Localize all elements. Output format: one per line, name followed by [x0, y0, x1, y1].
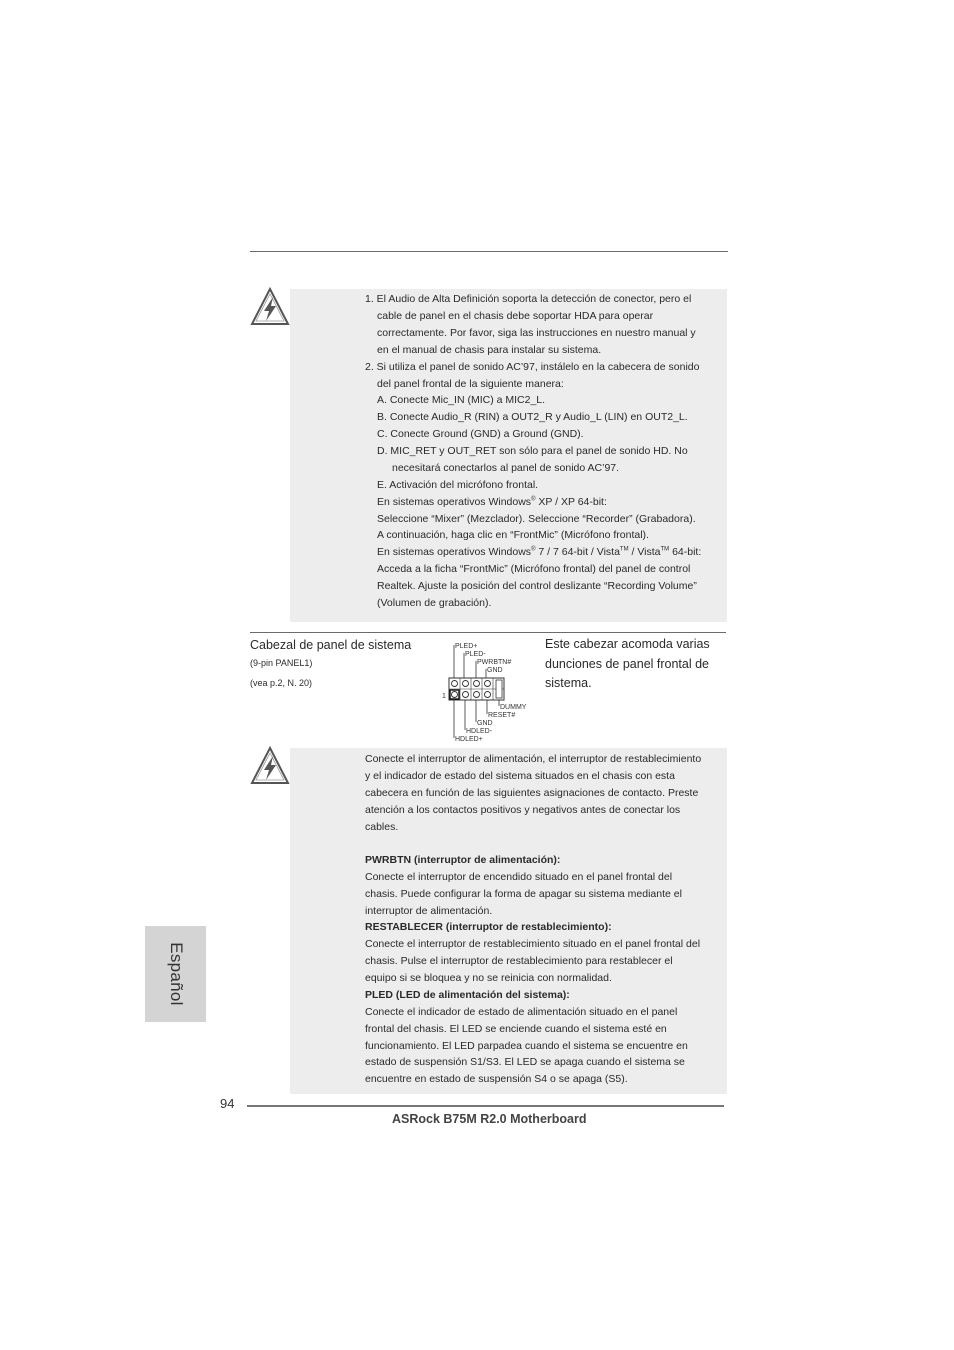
pin-label-pled-minus: PLED-	[465, 651, 486, 658]
tm-mark: TM	[619, 546, 629, 553]
note2-line: chasis. Puede configurar la forma de apagar su sistema mediante el	[365, 888, 682, 900]
note1-line: A. Conecte Mic_IN (MIC) a MIC2_L.	[377, 394, 546, 406]
note2-line: Conecte el indicador de estado de alimentación situado en el panel	[365, 1006, 678, 1018]
note2-line: Conecte el interruptor de alimentación, el interruptor de restablecimiento	[365, 753, 702, 765]
note1-xp-line	[377, 494, 607, 511]
note2-line: frontal del chasis. El LED se enciende cuando el sistema esté en	[365, 1023, 667, 1035]
pin-label-dummy: DUMMY	[500, 704, 527, 711]
w7-mid2: / Vista	[628, 546, 661, 558]
panel-header-diagram	[442, 640, 532, 744]
note2-line: encuentre en estado de suspensión S4 o se apaga (S5).	[365, 1073, 628, 1085]
tm-mark: TM	[660, 546, 670, 553]
note1-line: correctamente. Por favor, siga las instrucciones en nuestro manual y	[377, 327, 696, 339]
description-line: sistema.	[545, 676, 592, 690]
reg-mark: ®	[531, 496, 536, 503]
note2-line: estado de suspensión S1/S3. El LED se apaga cuando el sistema se	[365, 1056, 685, 1068]
note1-line: Acceda a la ficha “FrontMic” (Micrófono frontal) del panel de control	[377, 563, 691, 575]
note2-line: Conecte el interruptor de encendido situado en el panel frontal del	[365, 871, 673, 883]
pin-label-hdled-plus: HDLED+	[455, 736, 483, 743]
note2-line: cabecera en función de las siguientes asignaciones de contacto. Preste	[365, 787, 699, 799]
note2-line: funcionamiento. El LED parpadea cuando el sistema se encuentre en	[365, 1040, 688, 1052]
section-title: Cabezal de panel de sistema	[250, 638, 412, 652]
pin-label-pled-plus: PLED+	[455, 643, 478, 650]
note1-line: E. Activación del micrófono frontal.	[377, 479, 539, 491]
note1-line: en el manual de chasis para instalar su sistema.	[377, 344, 602, 356]
pwrbtn-heading: PWRBTN (interruptor de alimentación):	[365, 854, 561, 866]
language-tab-label: Español	[166, 942, 186, 1006]
note1-w7-line	[377, 544, 701, 561]
reset-heading: RESTABLECER (interruptor de restablecimiento):	[365, 921, 612, 933]
section-subtitle: (9-pin PANEL1)	[250, 658, 313, 668]
note1-line: cable de panel en el chasis debe soportar HDA para operar	[377, 310, 654, 322]
note2-line: cables.	[365, 821, 399, 833]
w7-mid1: 7 / 7 64-bit / Vista	[535, 546, 620, 558]
reg-mark: ®	[531, 546, 536, 553]
note1-line: 2. Si utiliza el panel de sonido AC’97, instálelo en la cabecera de sonido	[365, 361, 700, 373]
footer-divider	[247, 1105, 724, 1107]
note2-line: chasis. Pulse el interruptor de restablecimiento para restablecer el	[365, 955, 673, 967]
xp-prefix: En sistemas operativos Windows	[377, 496, 532, 508]
pin-label-gnd-bottom: GND	[477, 720, 493, 727]
note1-line: D. MIC_RET y OUT_RET son sólo para el panel de sonido HD. No	[377, 445, 688, 457]
footer-title: ASRock B75M R2.0 Motherboard	[392, 1112, 587, 1126]
pin-label-gnd-top: GND	[487, 667, 503, 674]
note2-line: equipo si se bloquea y no se reinicia con normalidad.	[365, 972, 612, 984]
note2-line: atención a los contactos positivos y negativos antes de conectar los	[365, 804, 681, 816]
note1-line: B. Conecte Audio_R (RIN) a OUT2_R y Audio_L (LIN) en OUT2_L.	[377, 411, 688, 423]
pin-label-pwrbtn: PWRBTN#	[477, 659, 512, 666]
note2-line: interruptor de alimentación.	[365, 905, 493, 917]
w7-prefix: En sistemas operativos Windows	[377, 546, 532, 558]
pin-label-reset: RESET#	[488, 712, 516, 719]
language-tab	[145, 926, 206, 1022]
xp-suffix: XP / XP 64-bit:	[535, 496, 607, 508]
note1-line: 1. El Audio de Alta Definición soporta la detección de conector, pero el	[365, 293, 692, 305]
pled-heading: PLED (LED de alimentación del sistema):	[365, 989, 570, 1001]
note1-line: Seleccione “Mixer” (Mezclador). Seleccione “Recorder” (Grabadora).	[377, 513, 696, 525]
top-divider	[250, 251, 728, 252]
pin-one-label: 1	[442, 693, 446, 700]
section-reference: (vea p.2, N. 20)	[250, 678, 313, 688]
note1-line: del panel frontal de la siguiente manera:	[377, 378, 564, 390]
warning-icon	[250, 746, 290, 786]
pin-label-hdled-minus: HDLED-	[466, 728, 493, 735]
note1-line: (Volumen de grabación).	[377, 597, 492, 609]
description-line: Este cabezar acomoda varias	[545, 637, 710, 651]
w7-suffix: 64-bit:	[669, 546, 702, 558]
note1-line: A continuación, haga clic en “FrontMic” (Micrófono frontal).	[377, 529, 649, 541]
note1-line: necesitará conectarlos al panel de sonido AC’97.	[392, 462, 620, 474]
note2-line: Conecte el interruptor de restablecimiento situado en el panel frontal del	[365, 938, 701, 950]
page-number: 94	[220, 1096, 235, 1111]
description-line: dunciones de panel frontal de	[545, 657, 710, 671]
note2-line: y el indicador de estado del sistema situados en el chasis con esta	[365, 770, 675, 782]
warning-icon	[250, 287, 290, 327]
note1-line: Realtek. Ajuste la posición del control deslizante “Recording Volume”	[377, 580, 697, 592]
section-divider	[250, 632, 726, 633]
note1-line: C. Conecte Ground (GND) a Ground (GND).	[377, 428, 584, 440]
